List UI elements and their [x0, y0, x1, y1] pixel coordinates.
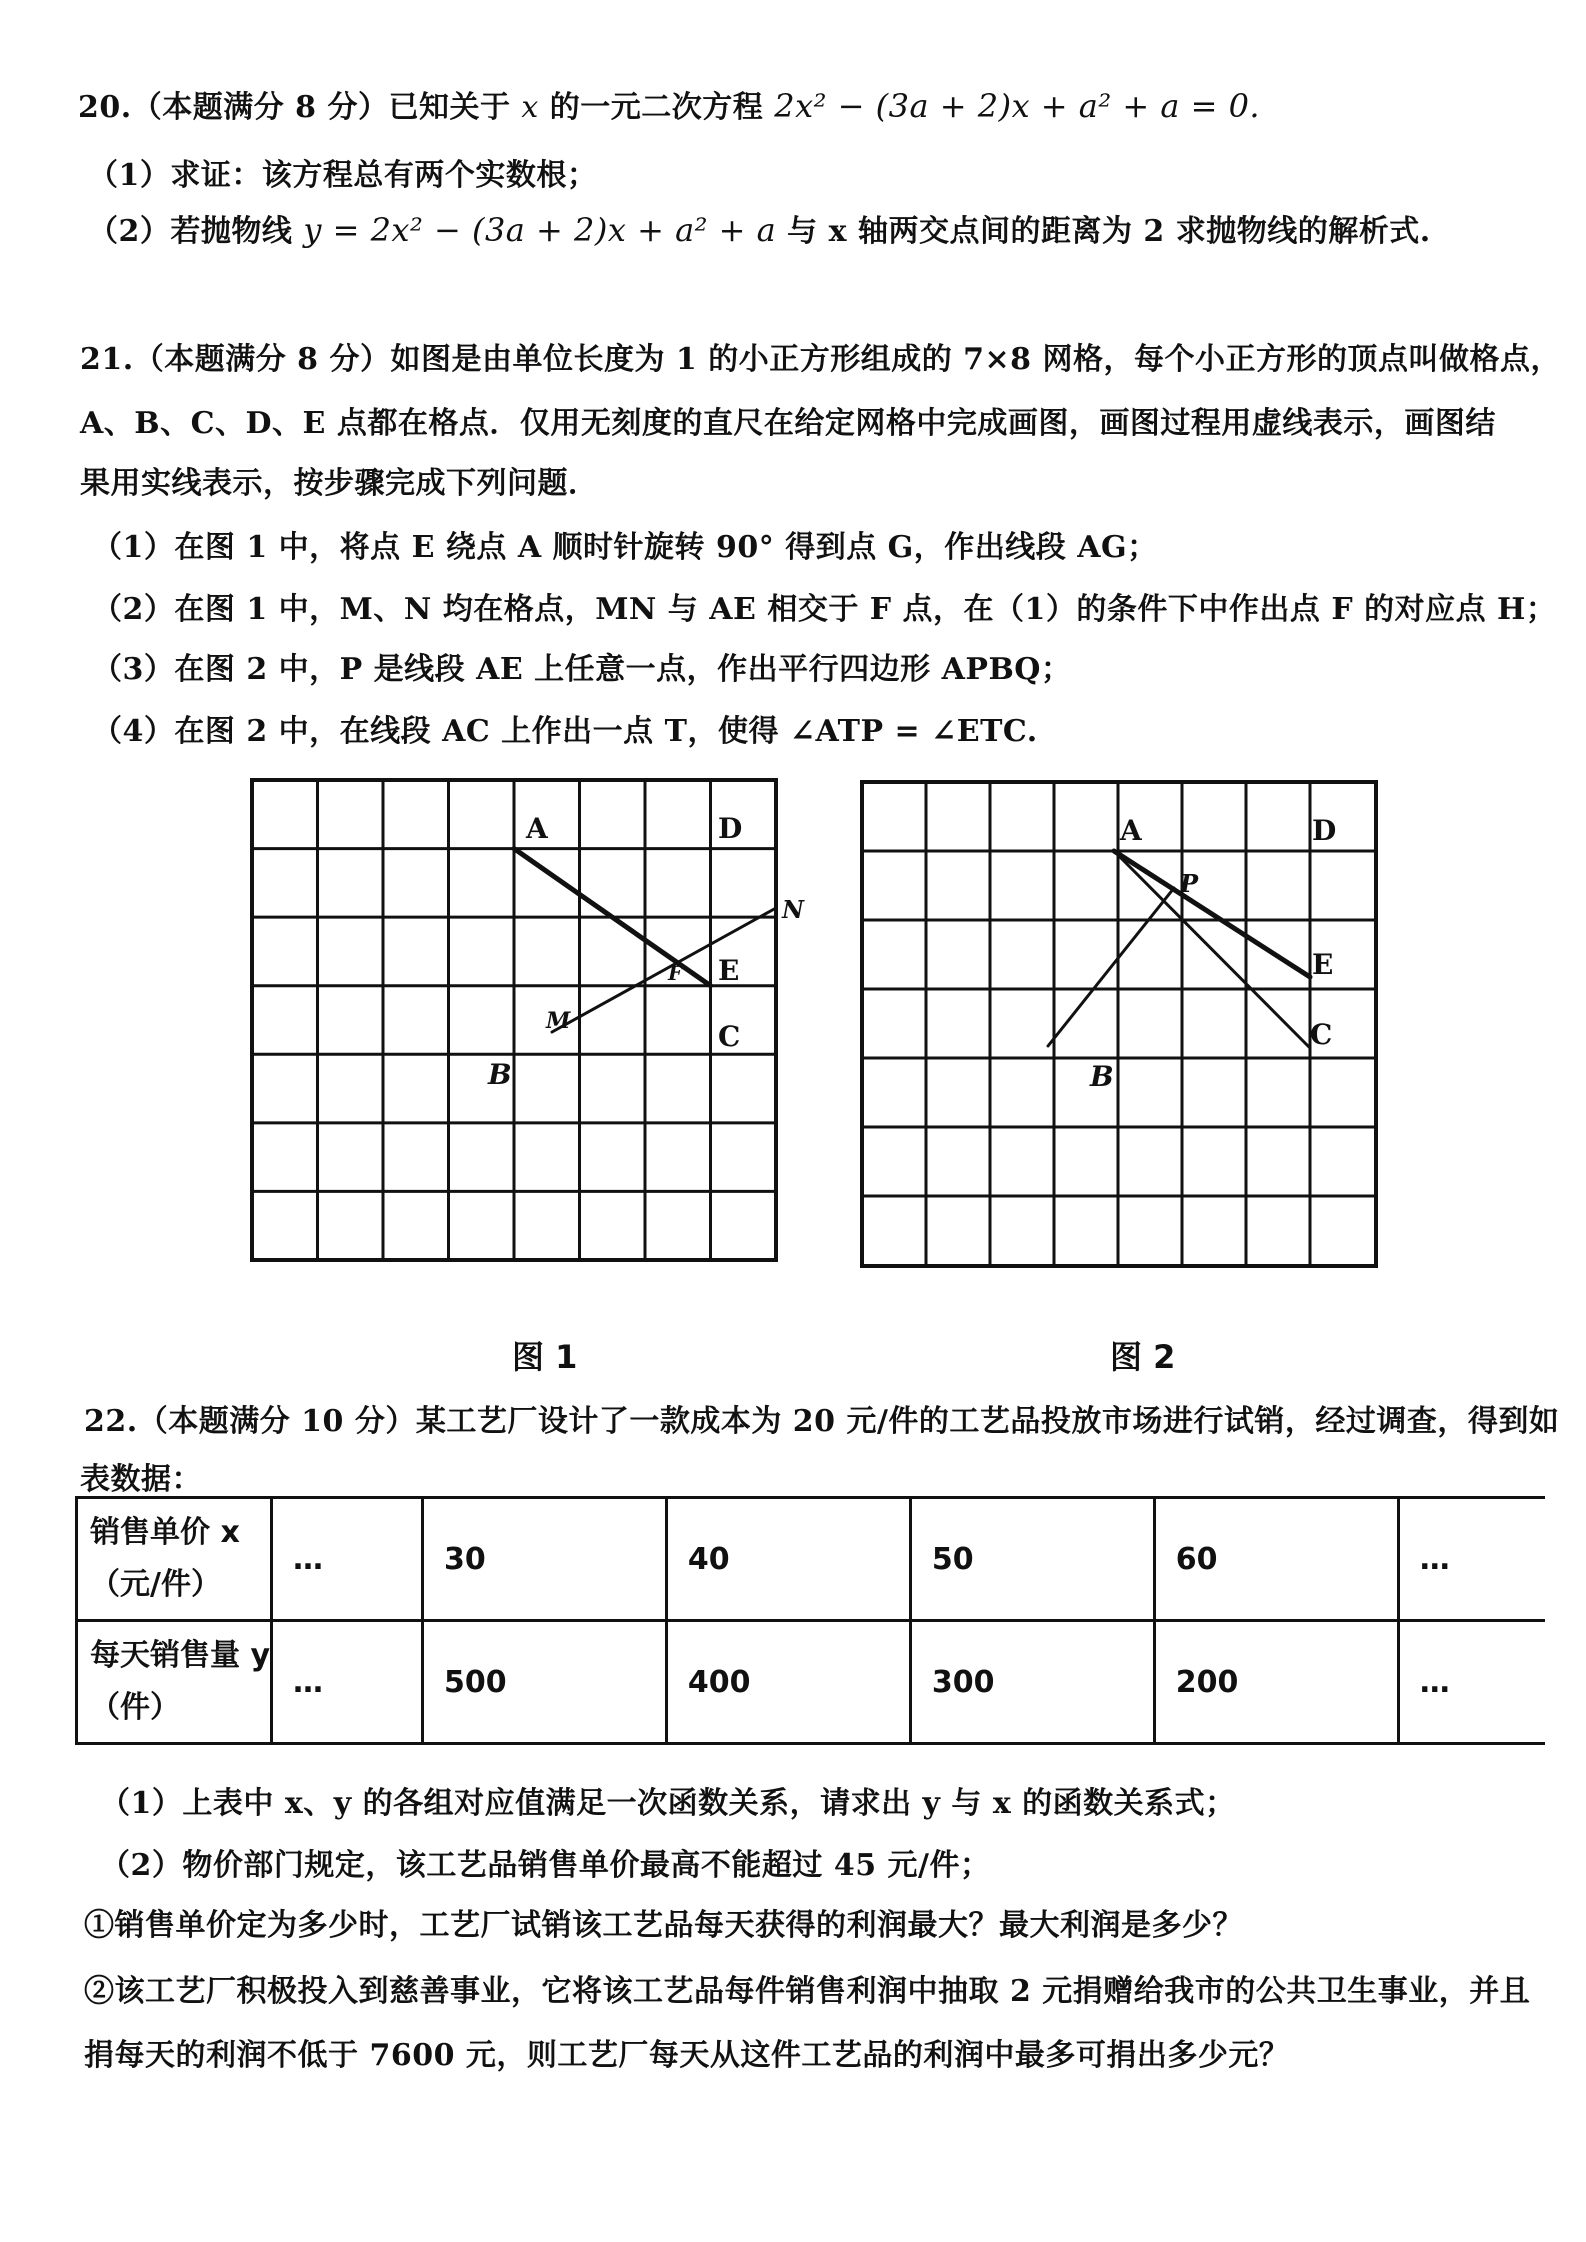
q20-header-text: 20.（本题满分 8 分）已知关于	[78, 90, 511, 125]
table-cell: 30	[422, 1498, 666, 1621]
table-cell: 400	[666, 1621, 910, 1744]
q22-line1: 22.（本题满分 10 分）某工艺厂设计了一款成本为 20 元/件的工艺品投放市场进行试销，经过调查，得到如	[84, 1404, 1560, 1439]
fig1-label-E: E	[718, 954, 740, 987]
q20-equation: 2x² − (3a + 2)x + a² + a = 0.	[774, 87, 1261, 125]
q21-part1: （1）在图 1 中，将点 E 绕点 A 顺时针旋转 90° 得到点 G，作出线段 AG；	[92, 530, 1158, 565]
q22-part1: （1）上表中 x、y 的各组对应值满足一次函数关系，请求出 y 与 x 的函数关系式；	[100, 1786, 1236, 1821]
q21-part4: （4）在图 2 中，在线段 AC 上作出一点 T，使得 ∠ATP = ∠ETC.	[92, 714, 1038, 749]
table-cell: 300	[910, 1621, 1154, 1744]
fig1-label-F: F	[668, 961, 683, 985]
table-cell: 50	[910, 1498, 1154, 1621]
fig2-label-E: E	[1312, 948, 1334, 981]
table-head-quantity	[77, 1621, 272, 1744]
q21-line3: 果用实线表示，按步骤完成下列问题．	[80, 466, 599, 501]
table-head-quantity-unit: （件）	[90, 1690, 180, 1725]
q20-var: x	[521, 90, 539, 125]
q20-part1: （1）求证：该方程总有两个实数根；	[88, 158, 598, 193]
figure-2-caption: 图 2	[1110, 1338, 1176, 1376]
fig1-label-A: A	[526, 812, 548, 845]
table-cell: 200	[1154, 1621, 1398, 1744]
fig1-label-D: D	[718, 812, 743, 845]
q20-part2-equation: y = 2x² − (3a + 2)x + a² + a	[303, 211, 777, 249]
table-head-quantity-label: 每天销售量 y	[90, 1638, 270, 1673]
q20-header	[78, 82, 1260, 126]
q22-sub2-line1: ②该工艺厂积极投入到慈善事业，它将该工艺品每件销售利润中抽取 2 元捐赠给我市的公共卫生事业，并且	[84, 1974, 1531, 2009]
figure-2-grid	[858, 778, 1388, 1278]
fig1-label-N: N	[782, 895, 804, 924]
fig2-label-B: B	[1090, 1060, 1114, 1093]
q21-part2: （2）在图 1 中，M、N 均在格点，MN 与 AE 相交于 F 点，在（1）的条件下中作出点 F 的对应点 H；	[92, 592, 1557, 627]
table-cell: 500	[422, 1621, 666, 1744]
fig2-segment-AE	[1114, 851, 1310, 977]
q20-part2	[88, 206, 1431, 250]
table-head-price-label: 销售单价 x	[90, 1515, 240, 1550]
fig2-segment-AC	[1114, 851, 1310, 1048]
table-cell: …	[272, 1498, 423, 1621]
table-cell: 60	[1154, 1498, 1398, 1621]
fig2-label-P: P	[1180, 869, 1199, 898]
table-cell: …	[1398, 1498, 1545, 1621]
table-cell: …	[1398, 1621, 1545, 1744]
fig1-label-C: C	[718, 1020, 741, 1053]
q21-line1: 21.（本题满分 8 分）如图是由单位长度为 1 的小正方形组成的 7×8 网格，每个小正方形的顶点叫做格点，	[80, 342, 1561, 377]
table-cell: …	[272, 1621, 423, 1744]
table-head-price	[77, 1498, 272, 1621]
q20-part2-suffix: 与 x 轴两交点间的距离为 2 求抛物线的解析式.	[787, 214, 1431, 249]
table-row-quantity	[77, 1621, 1546, 1744]
table-row-price	[77, 1498, 1546, 1621]
q20-header-mid: 的一元二次方程	[549, 90, 764, 125]
q22-sub1: ①销售单价定为多少时，工艺厂试销该工艺品每天获得的利润最大？最大利润是多少？	[84, 1908, 1243, 1943]
table-cell: 40	[666, 1498, 910, 1621]
q22-part2: （2）物价部门规定，该工艺品销售单价最高不能超过 45 元/件；	[100, 1848, 991, 1883]
fig1-segment-MN	[552, 908, 776, 1032]
q20-part2-prefix: （2）若抛物线	[88, 214, 293, 249]
q21-part3: （3）在图 2 中，P 是线段 AE 上任意一点，作出平行四边形 APBQ；	[92, 652, 1072, 687]
fig2-label-A: A	[1120, 814, 1142, 847]
q21-line2: A、B、C、D、E 点都在格点．仅用无刻度的直尺在给定网格中完成画图，画图过程用虚线表示，画图结	[80, 406, 1496, 441]
fig1-label-B: B	[488, 1058, 512, 1091]
fig1-label-M: M	[546, 1008, 571, 1034]
fig2-segment-BP	[1048, 888, 1174, 1046]
sales-data-table	[75, 1496, 1545, 1745]
q22-line2: 表数据：	[80, 1462, 202, 1497]
figure-1-caption: 图 1	[512, 1338, 578, 1376]
table-head-price-unit: （元/件）	[90, 1567, 221, 1602]
figure-1-grid	[248, 776, 804, 1276]
q22-sub2-line2: 捐每天的利润不低于 7600 元，则工艺厂每天从这件工艺品的利润中最多可捐出多少元？	[84, 2038, 1290, 2073]
fig2-label-C: C	[1310, 1018, 1333, 1051]
fig2-label-D: D	[1312, 814, 1337, 847]
